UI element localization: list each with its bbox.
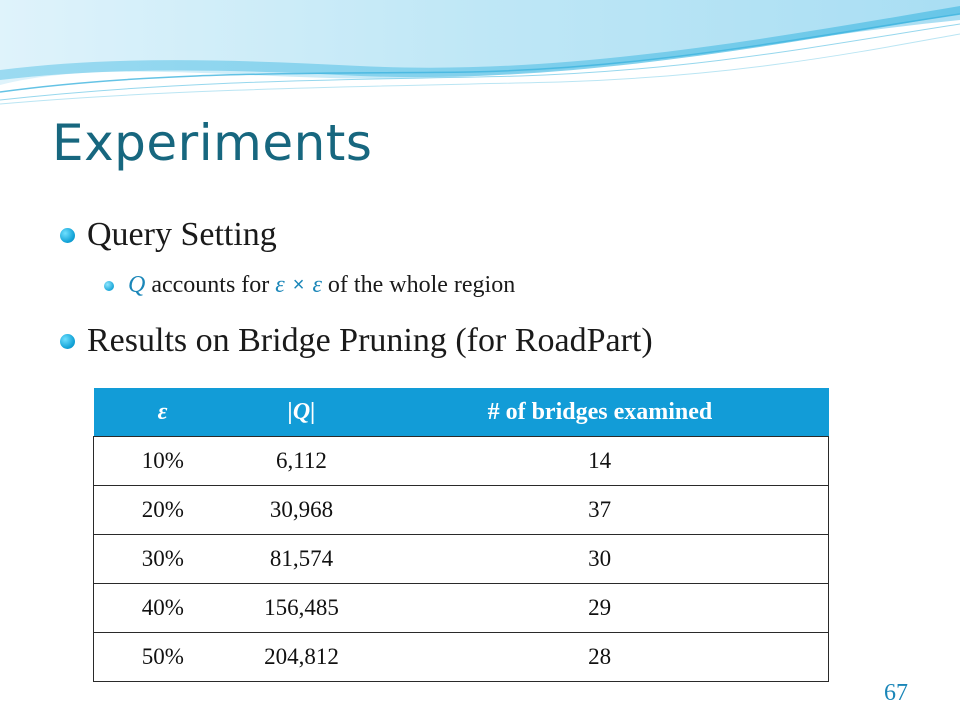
table-row	[94, 535, 829, 584]
sub-bullet-text-2: of the whole region	[327, 272, 516, 298]
bullet-results-label: Results on Bridge Pruning (for RoadPart)	[87, 322, 653, 359]
header-epsilon: ε	[94, 388, 232, 437]
cell-epsilon: 30%	[94, 535, 232, 584]
cell-bridges: 14	[371, 437, 828, 486]
cell-bridges: 37	[371, 486, 828, 535]
table-header-row	[94, 388, 829, 437]
table-row	[94, 437, 829, 486]
bullet-results	[60, 322, 653, 360]
cell-query-size: 204,812	[232, 633, 372, 682]
sub-bullet-text-1: accounts for	[151, 272, 270, 298]
bullet-query-setting-label: Query Setting	[87, 216, 277, 253]
header-query-size: |Q|	[232, 388, 372, 437]
bullet-dot-icon	[60, 228, 75, 243]
table-row	[94, 633, 829, 682]
cell-bridges: 29	[371, 584, 828, 633]
table-row	[94, 584, 829, 633]
results-table	[93, 388, 829, 682]
cell-query-size: 6,112	[232, 437, 372, 486]
epsilon-symbol: ε	[275, 272, 285, 298]
cell-epsilon: 50%	[94, 633, 232, 682]
cell-query-size: 81,574	[232, 535, 372, 584]
sub-bullet-dot-icon	[104, 281, 114, 291]
cell-query-size: 30,968	[232, 486, 372, 535]
bullet-dot-icon	[60, 334, 75, 349]
bullet-query-setting	[60, 216, 277, 254]
cell-bridges: 28	[371, 633, 828, 682]
times-symbol: ×	[292, 274, 305, 296]
epsilon-symbol: ε	[312, 272, 322, 298]
slide-title: Experiments	[52, 114, 373, 172]
q-symbol: Q	[128, 272, 146, 298]
header-bridges-examined: # of bridges examined	[371, 388, 828, 437]
table-row	[94, 486, 829, 535]
cell-bridges: 30	[371, 535, 828, 584]
sub-bullet-query-region	[104, 272, 515, 299]
cell-epsilon: 20%	[94, 486, 232, 535]
cell-query-size: 156,485	[232, 584, 372, 633]
cell-epsilon: 10%	[94, 437, 232, 486]
wave-decoration	[0, 0, 960, 120]
cell-epsilon: 40%	[94, 584, 232, 633]
page-number: 67	[884, 680, 908, 706]
